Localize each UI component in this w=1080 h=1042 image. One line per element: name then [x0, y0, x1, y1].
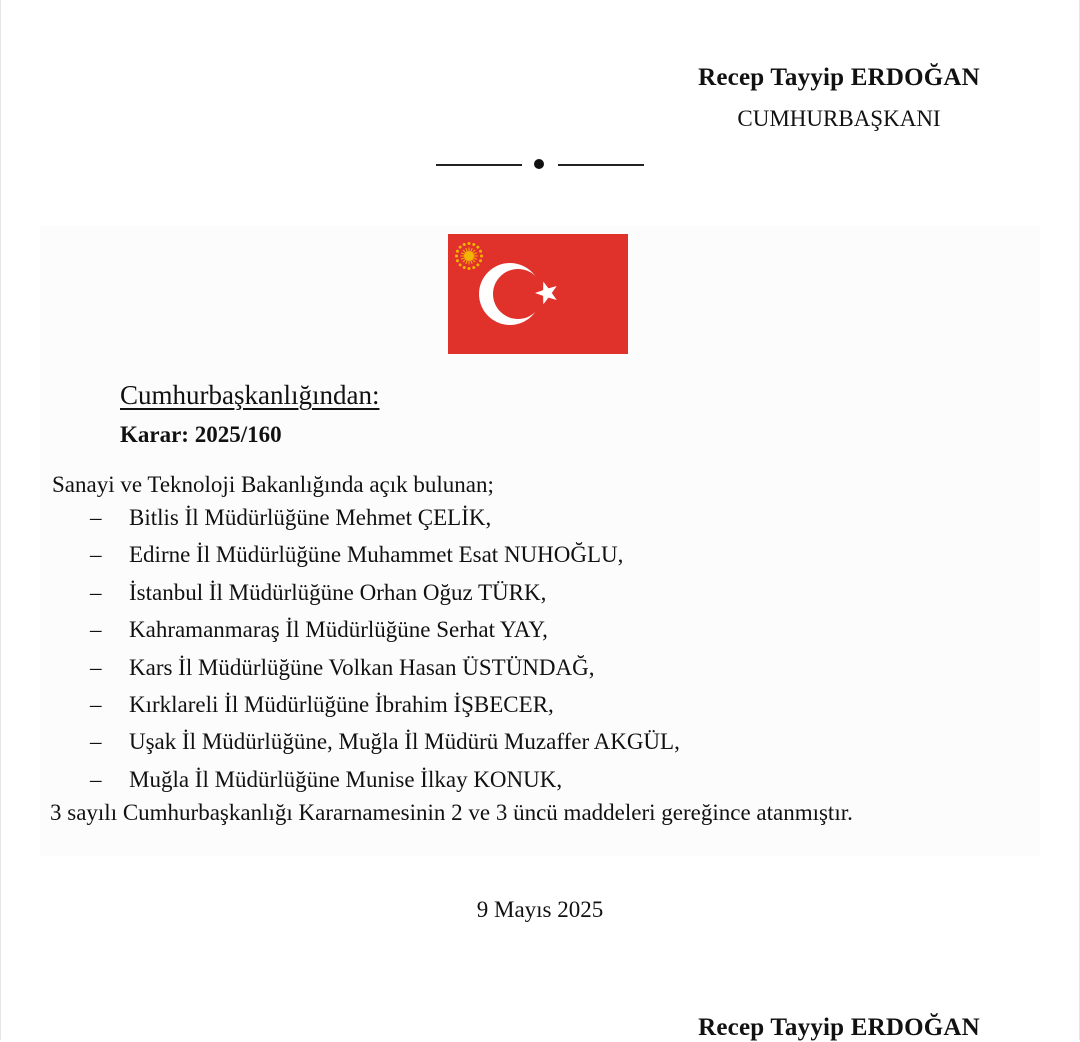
list-dash: – [90, 617, 102, 643]
list-dash: – [90, 691, 102, 717]
section-separator [436, 156, 644, 172]
intro-paragraph: Sanayi ve Teknoloji Bakanlığında açık bulunan; [52, 472, 494, 497]
separator-line-left [436, 164, 522, 166]
list-item [0, 505, 1080, 542]
signer-name: Recep Tayyip ERDOĞAN [698, 64, 980, 91]
appointment-text: İstanbul İl Müdürlüğüne Orhan Oğuz TÜRK, [129, 579, 547, 605]
bottom-signature-block [600, 1014, 1040, 1042]
appointment-text: Kırklareli İl Müdürlüğüne İbrahim İŞBECER, [129, 691, 554, 717]
list-item [0, 692, 1080, 729]
list-item [0, 729, 1080, 766]
appointment-text: Muğla İl Müdürlüğüne Munise İlkay KONUK, [129, 766, 563, 792]
list-item [0, 617, 1080, 654]
closing-paragraph: 3 sayılı Cumhurbaşkanlığı Kararnamesinin 2 ve 3 üncü maddeleri gereğince atanmıştır. [50, 800, 853, 825]
appointments-list [0, 505, 1080, 804]
list-item [0, 655, 1080, 692]
list-item [0, 580, 1080, 617]
issuer-heading: Cumhurbaşkanlığından: [120, 380, 380, 410]
list-dash: – [90, 654, 102, 680]
list-item [0, 767, 1080, 804]
list-dash: – [90, 579, 102, 605]
list-dash: – [90, 729, 102, 755]
decision-date: 9 Mayıs 2025 [476, 897, 604, 922]
list-item [0, 542, 1080, 579]
appointment-text: Uşak İl Müdürlüğüne, Muğla İl Müdürü Muzaffer AKGÜL, [129, 729, 680, 755]
separator-dot [534, 159, 544, 169]
top-signature-block [600, 64, 1040, 132]
list-dash: – [90, 766, 102, 792]
appointment-text: Edirne İl Müdürlüğüne Muhammet Esat NUHOĞLU, [129, 542, 624, 568]
appointment-text: Bitlis İl Müdürlüğüne Mehmet ÇELİK, [129, 505, 492, 530]
separator-line-right [558, 164, 644, 166]
list-dash: – [90, 505, 102, 530]
signer-name: Recep Tayyip ERDOĞAN [698, 1014, 980, 1041]
appointment-text: Kars İl Müdürlüğüne Volkan Hasan ÜSTÜNDAĞ, [129, 654, 595, 680]
turkish-flag-icon [448, 234, 628, 354]
decision-number: Karar: 2025/160 [120, 422, 282, 447]
list-dash: – [90, 542, 102, 568]
signer-title: CUMHURBAŞKANI [737, 106, 941, 131]
appointment-text: Kahramanmaraş İl Müdürlüğüne Serhat YAY, [129, 617, 548, 643]
